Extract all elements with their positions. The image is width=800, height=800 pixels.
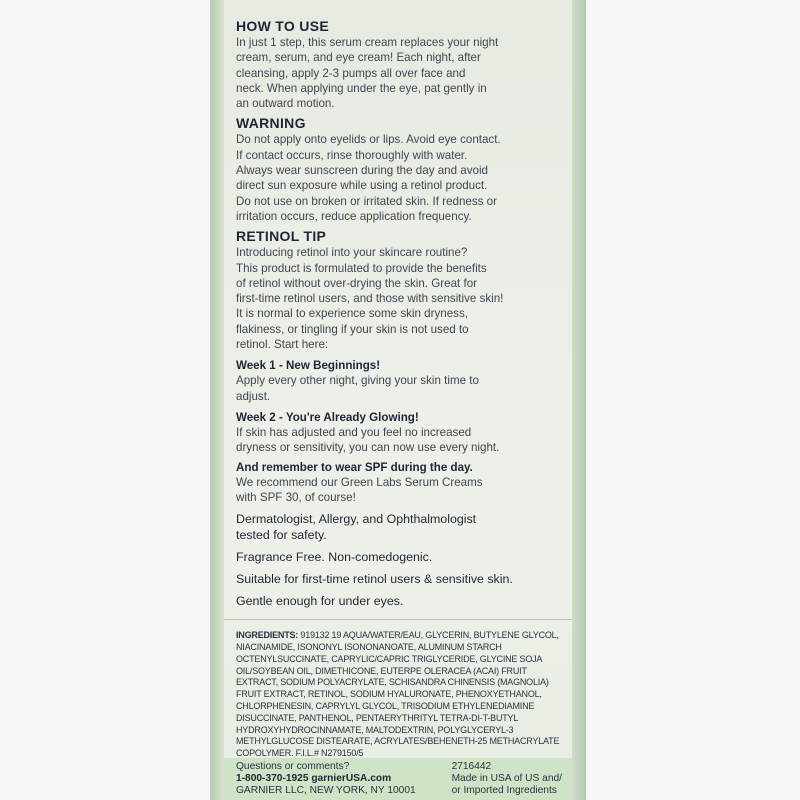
text-line: dryness or sensitivity, you can now use every night. xyxy=(236,441,500,455)
text-line: of retinol without over-drying the skin. Great for xyxy=(236,276,478,290)
text-line: Do not use on broken or irritated skin. If redness or xyxy=(236,194,497,208)
ingredients-list xyxy=(236,630,562,760)
text-line: If contact occurs, rinse thoroughly with water. xyxy=(236,148,468,162)
retinol-tip-section xyxy=(236,228,562,352)
claim-suitable: Suitable for first-time retinol users & sensitive skin. xyxy=(236,572,513,587)
made-in-line-1: Made in USA of US and/ xyxy=(451,773,562,784)
claim-tested: Dermatologist, Allergy, and Ophthalmologist xyxy=(236,512,477,527)
warning-section xyxy=(236,115,562,224)
week-1-section xyxy=(236,358,562,404)
text-line: first-time retinol users, and those with sensitive skin! xyxy=(236,292,504,306)
text-line: adjust. xyxy=(236,389,271,403)
retinol-tip-heading: RETINOL TIP xyxy=(236,228,327,245)
warning-heading: WARNING xyxy=(236,115,306,132)
product-claims xyxy=(236,511,562,609)
text-line: Apply every other night, giving your skin time to xyxy=(236,374,479,388)
spf-section xyxy=(236,460,562,506)
divider xyxy=(224,619,572,620)
claim-fragrance-free: Fragrance Free. Non-comedogenic. xyxy=(236,550,433,565)
footer-band xyxy=(224,758,572,800)
origin-info xyxy=(452,761,562,797)
box-right-edge xyxy=(572,0,586,800)
how-to-use-heading: HOW TO USE xyxy=(236,18,329,34)
made-in-line-2: or Imported Ingredients xyxy=(451,785,557,796)
week-2-section xyxy=(236,410,562,456)
text-line: This product is formulated to provide the benefits xyxy=(236,261,487,275)
product-code: 2716442 xyxy=(451,761,492,772)
company-address: GARNIER LLC, NEW YORK, NY 10001 xyxy=(236,785,416,796)
text-line: We recommend our Green Labs Serum Creams xyxy=(236,475,483,489)
text-line: cream, serum, and eye cream! Each night, after xyxy=(236,51,481,65)
ingredients-label: INGREDIENTS: xyxy=(236,630,299,641)
text-line: flakiness, or tingling if your skin is not used to xyxy=(236,322,469,336)
text-line: neck. When applying under the eye, pat gently in xyxy=(236,81,487,95)
week-2-title: Week 2 - You're Already Glowing! xyxy=(236,410,419,424)
text-line: direct sun exposure while using a retinol product. xyxy=(236,179,488,193)
text-line: retinol. Start here: xyxy=(236,338,329,352)
how-to-use-section xyxy=(236,18,562,111)
questions-text: Questions or comments? xyxy=(236,761,350,772)
text-line: with SPF 30, of course! xyxy=(236,490,356,504)
contact-info xyxy=(236,761,416,797)
ingredients-text: 919132 19 AQUA/WATER/EAU, GLYCERIN, BUTYLENE GLYCOL, NIACINAMIDE, ISONONYL ISONONANOATE, ALUMINUM STARCH OCTENYLSUCCINATE, CAPRYLIC/CAPRIC TRIGLYCERIDE, GLYCINE SOJA OIL/SOYBEAN OIL, DIMETHICONE, EUTERPE OLERACEA (ACAI) FRUIT EXTRACT, SODIUM POLYACRYLATE, SCHISANDRA CHINENSIS (MAGNOLIA) FRUIT EXTRACT, RETINOL, SODIUM HYALURONATE, PHENOXYETHANOL, CHLORPHENESIN, CAPRYLYL GLYCOL, TRISODIUM ETHYLENEDIAMINE DISUCCINATE, PANTHENOL, PENTAERYTHRITYL TETRA-DI-T-BUTYL HYDROXYHYDROCINNAMATE, MALTODEXTRIN, POLYGLYCERYL-3 METHYLGLUCOSE DISTEARATE, ACRYLATES/BEHENETH-25 METHACRYLATE COPOLYMER. F.I.L.# N279150/5 xyxy=(236,630,560,759)
phone-website: 1-800-370-1925 garnierUSA.com xyxy=(236,773,392,784)
text-line: irritation occurs, reduce application frequency. xyxy=(236,209,472,223)
packaging-back-panel xyxy=(224,0,572,800)
box-left-edge xyxy=(210,0,224,800)
text-line: In just 1 step, this serum cream replaces your night xyxy=(236,36,499,49)
text-line: an outward motion. xyxy=(236,97,335,111)
text-line: Do not apply onto eyelids or lips. Avoid eye contact. xyxy=(236,133,501,147)
claim-gentle: Gentle enough for under eyes. xyxy=(236,594,404,609)
text-line: Introducing retinol into your skincare routine? xyxy=(236,246,468,260)
text-line: cleansing, apply 2-3 pumps all over face and xyxy=(236,66,466,80)
spf-title: And remember to wear SPF during the day. xyxy=(236,460,473,474)
week-1-title: Week 1 - New Beginnings! xyxy=(236,359,381,373)
text-line: Always wear sunscreen during the day and avoid xyxy=(236,164,488,178)
claim-tested: tested for safety. xyxy=(236,528,327,543)
text-line: It is normal to experience some skin dryness, xyxy=(236,307,468,321)
text-line: If skin has adjusted and you feel no increased xyxy=(236,425,472,439)
